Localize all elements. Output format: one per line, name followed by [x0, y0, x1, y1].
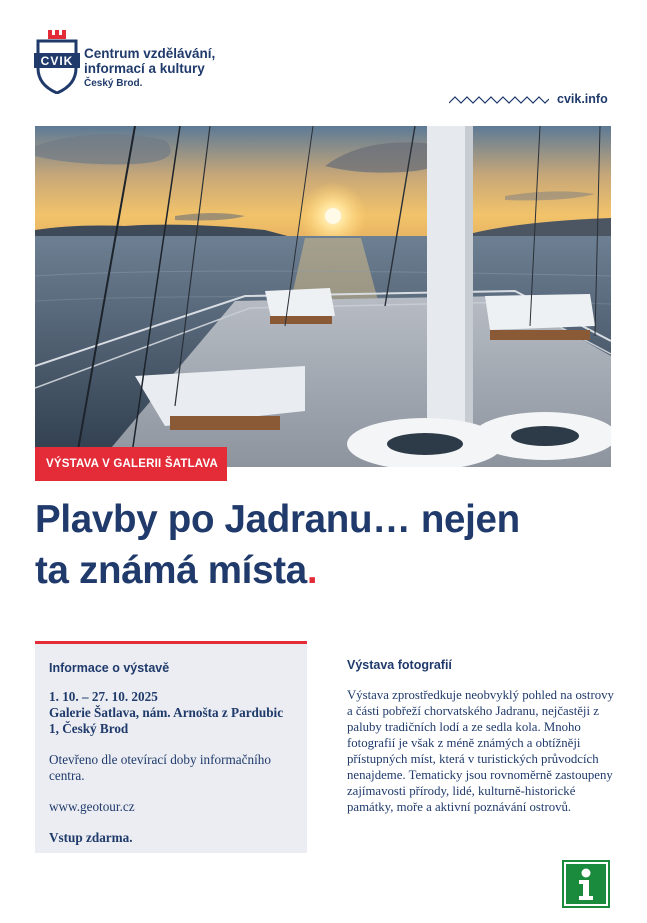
info-box-title: Informace o výstavě	[49, 661, 170, 675]
title-red-dot: .	[306, 549, 318, 592]
exhibition-venue: Galerie Šatlava, nám. Arnošta z Pardubic 1, Český Brod	[49, 705, 284, 736]
entry-info: Vstup zdarma.	[49, 830, 133, 845]
castle-shield-icon	[34, 30, 80, 94]
sunset-sea-ship-deck-image	[35, 126, 611, 467]
org-city: Český Brod.	[84, 78, 143, 89]
opening-hours: Otevřeno dle otevírací doby informačního centra.	[49, 752, 271, 783]
information-icon	[562, 860, 610, 908]
org-name-line2: informací a kultury	[84, 61, 205, 76]
exhibition-description	[347, 658, 617, 815]
exhibition-tag: VÝSTAVA V GALERII ŠATLAVA	[35, 447, 227, 481]
title-line2: ta známá místa	[35, 549, 307, 592]
description-text: Výstava zprostředkuje neobvyklý pohled na ostrovy a části pobřeží chorvatského Jadranu, nejčastěji z paluby tradičních lodí a ze sedla kola. Mnoho fotografií je však z méně známých a obtížněji přístupných míst, která v turistických průvodcích nenajdeme. Tematicky jsou rovnoměrně zastoupeny zajímavosti přírody, lidé, kulturně-historické památky, moře a aktivní poznávání ostrovů.	[347, 688, 614, 814]
exhibition-dates-venue	[49, 689, 293, 737]
organization-name	[84, 46, 215, 91]
website-link[interactable]: cvik.info	[557, 92, 608, 106]
page-title	[35, 494, 615, 596]
organization-logo[interactable]	[34, 30, 254, 94]
exhibition-dates: 1. 10. – 27. 10. 2025	[49, 689, 158, 704]
external-website-link[interactable]: www.geotour.cz	[49, 799, 135, 814]
description-title: Výstava fotografií	[347, 658, 452, 672]
logo-text: CVIK	[40, 54, 74, 68]
org-name-line1: Centrum vzdělávání,	[84, 46, 216, 61]
title-line1: Plavby po Jadranu… nejen	[35, 498, 520, 541]
exhibition-info-box	[35, 641, 307, 853]
wave-icon	[449, 95, 549, 105]
